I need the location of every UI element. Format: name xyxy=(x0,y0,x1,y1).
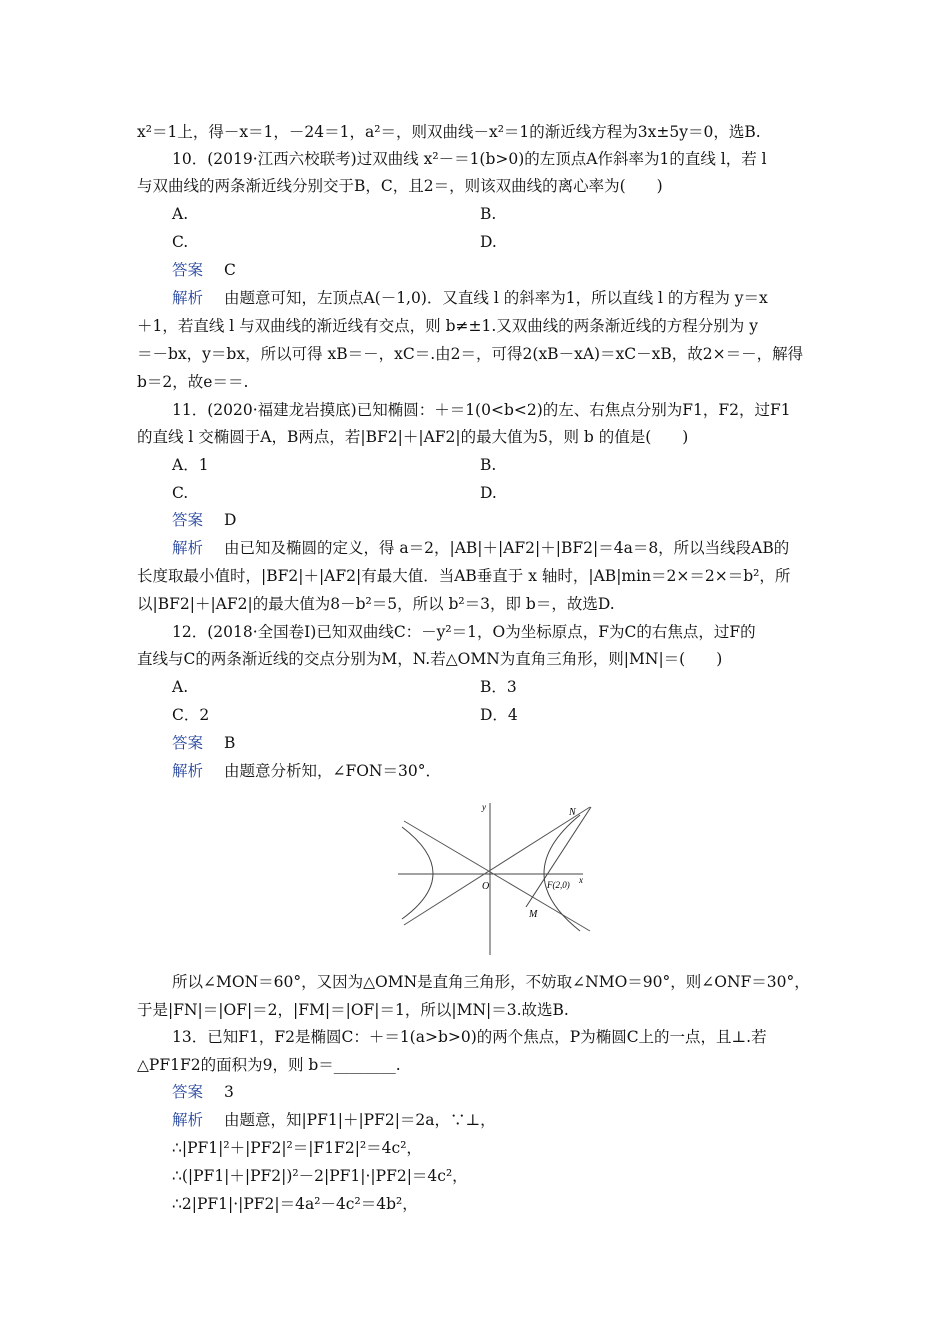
answer-label: 答案 xyxy=(172,511,204,529)
solution-label: 解析 xyxy=(172,1111,204,1129)
option-b: B. xyxy=(480,205,497,223)
solution-row xyxy=(172,758,852,785)
line-through-f xyxy=(526,807,591,907)
answer-row xyxy=(172,730,852,757)
text-line: 的直线 l 交椭圆于A，B两点，若|BF2|＋|AF2|的最大值为5，则 b 的值是( ) xyxy=(137,428,689,446)
answer-label: 答案 xyxy=(172,734,204,752)
answer-row xyxy=(172,507,852,534)
question-13: 13．已知F1，F2是椭圆C：＋＝1(a>b>0)的两个焦点，P为椭圆C上的一点，且⊥.若 xyxy=(172,1028,767,1046)
label-n: N xyxy=(569,807,576,818)
solution-text: 由题意，知|PF1|＋|PF2|＝2a，∵⊥， xyxy=(223,1111,496,1129)
label-y: y xyxy=(482,802,486,812)
text-line: 与双曲线的两条渐近线分别交于B，C，且2＝，则该双曲线的离心率为( ) xyxy=(137,177,663,195)
label-m: M xyxy=(529,909,538,920)
text-line: 于是|FN|＝|OF|＝2，|FM|＝|OF|＝1，所以|MN|＝3.故选B. xyxy=(137,1001,569,1019)
option-d: D．4 xyxy=(480,706,518,724)
option-d: D. xyxy=(480,484,497,502)
hyperbola-diagram xyxy=(398,797,598,959)
solution-label: 解析 xyxy=(172,762,204,780)
text-line: ∴|PF1|²＋|PF2|²＝|F1F2|²＝4c²， xyxy=(172,1139,422,1157)
solution-label: 解析 xyxy=(172,289,204,307)
solution-label: 解析 xyxy=(172,539,204,557)
left-branch xyxy=(402,827,433,919)
option-a: A．1 xyxy=(172,456,209,474)
option-d: D. xyxy=(480,233,497,251)
label-f: F(2,0) xyxy=(547,880,570,890)
option-a: A. xyxy=(172,678,189,696)
text-line: x²＝1上，得－x＝1，－24＝1，a²＝，则双曲线－x²＝1的渐近线方程为3x±5y＝0，选B. xyxy=(137,123,761,141)
solution-text: 由已知及椭圆的定义，得 a＝2，|AB|＋|AF2|＋|BF2|＝4a＝8，所以当线段AB的 xyxy=(223,539,790,557)
option-c: C. xyxy=(172,233,189,251)
solution-row xyxy=(172,535,852,562)
solution-row xyxy=(172,1107,852,1134)
option-b: B．3 xyxy=(480,678,517,696)
label-x: x xyxy=(579,875,583,885)
question-11: 11．(2020·福建龙岩摸底)已知椭圆：＋＝1(0<b<2)的左、右焦点分别为F1，F2，过F1 xyxy=(172,401,791,419)
text-line: ∴2|PF1|·|PF2|＝4a²－4c²＝4b²， xyxy=(172,1195,418,1213)
text-line: 所以∠MON＝60°，又因为△OMN是直角三角形，不妨取∠NMO＝90°，则∠ONF＝30°， xyxy=(172,973,810,991)
label-o: O xyxy=(482,881,490,892)
answer-value: C xyxy=(223,261,236,279)
text-line: ＝－bx，y＝bx，所以可得 xB＝－，xC＝.由2＝，可得2(xB－xA)＝xC－xB，故2×＝－，解得 xyxy=(137,345,804,363)
text-line: 长度取最小值时，|BF2|＋|AF2|有最大值．当AB垂直于 x 轴时，|AB|min＝2×＝2×＝b²，所 xyxy=(137,567,791,585)
answer-value: D xyxy=(223,511,237,529)
solution-text: 由题意可知，左顶点A(－1,0)．又直线 l 的斜率为1，所以直线 l 的方程为 y＝x xyxy=(223,289,768,307)
text-line: ＋1，若直线 l 与双曲线的渐近线有交点，则 b≠±1.又双曲线的两条渐近线的方程分别为 y xyxy=(137,317,758,335)
option-c: C．2 xyxy=(172,706,210,724)
text-line: 以|BF2|＋|AF2|的最大值为8－b²＝5，所以 b²＝3，即 b＝，故选D. xyxy=(137,595,615,613)
answer-value: 3 xyxy=(223,1083,234,1101)
answer-row xyxy=(172,257,852,284)
question-10: 10．(2019·江西六校联考)过双曲线 x²－＝1(b>0)的左顶点A作斜率为1的直线 l，若 l xyxy=(172,150,767,168)
answer-label: 答案 xyxy=(172,261,204,279)
answer-row xyxy=(172,1079,852,1106)
text-line: 直线与C的两条渐近线的交点分别为M，N.若△OMN为直角三角形，则|MN|＝( ) xyxy=(137,650,723,668)
option-b: B. xyxy=(480,456,497,474)
answer-label: 答案 xyxy=(172,1083,204,1101)
question-12: 12．(2018·全国卷Ⅰ)已知双曲线C：－y²＝1，O为坐标原点，F为C的右焦点，过F的 xyxy=(172,623,756,641)
text-line: △PF1F2的面积为9，则 b＝________. xyxy=(137,1056,401,1074)
option-a: A. xyxy=(172,205,189,223)
solution-text: 由题意分析知，∠FON＝30°． xyxy=(223,762,441,780)
option-c: C. xyxy=(172,484,189,502)
text-line: ∴(|PF1|＋|PF2|)²－2|PF1|·|PF2|＝4c²， xyxy=(172,1167,468,1185)
solution-row xyxy=(172,285,852,312)
answer-value: B xyxy=(223,734,236,752)
text-line: b＝2，故e＝＝. xyxy=(137,373,249,391)
